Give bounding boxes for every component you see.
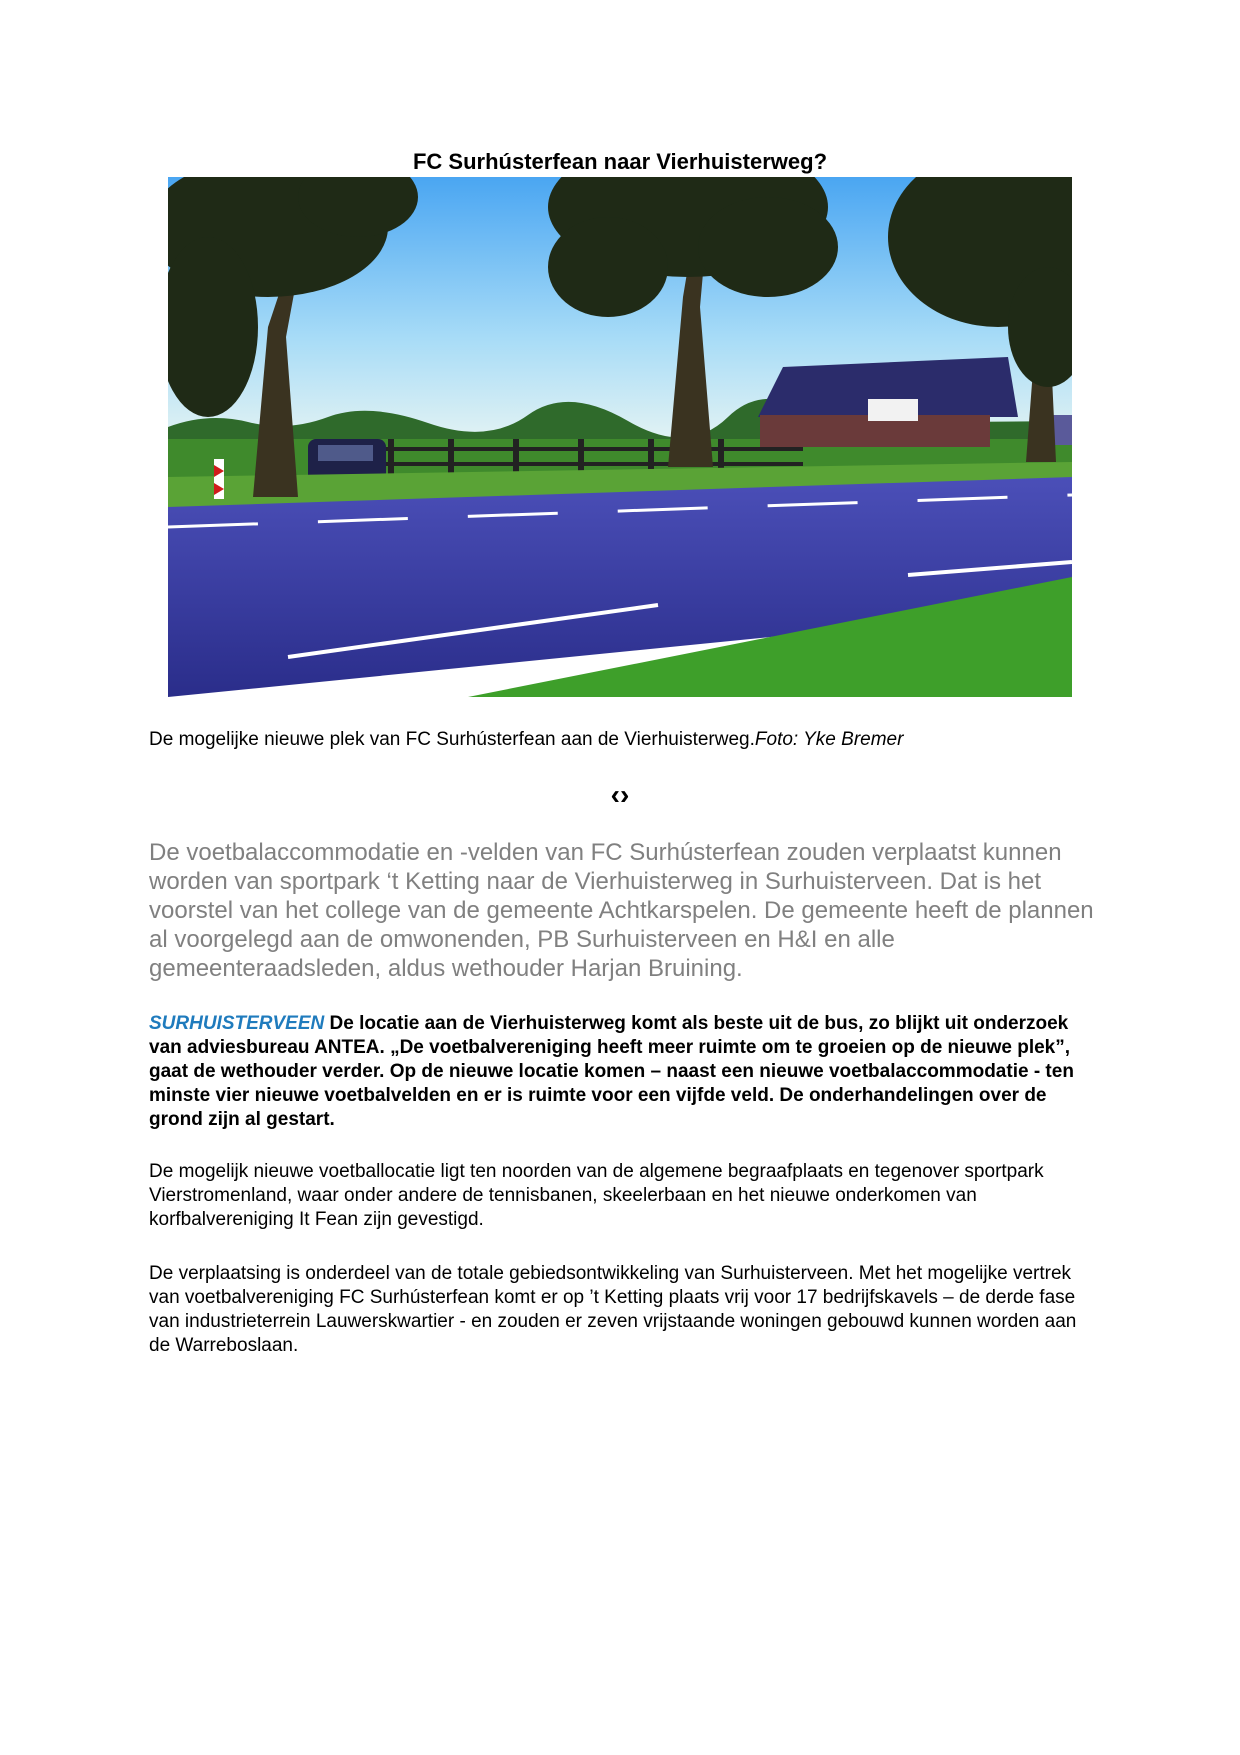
caption-text: De mogelijke nieuwe plek van FC Surhústerfean aan de Vierhuisterweg. [149,729,755,750]
article-photo [168,177,1072,697]
article-lead [149,1012,1099,1132]
article-paragraph: De verplaatsing is onderdeel van de totale gebiedsontwikkeling van Surhuisterveen. Met het mogelijke vertrek van voetbalvereniging FC Surhústerfean komt er op ’t Ketting plaats vrij voor 17 bedrijfskavels – de derde fase van industrieterrein Lauwerskwartier - en zouden er zeven vrijstaande woningen gebouwd kunnen worden aan de Warreboslaan. [149,1263,1077,1356]
next-arrow-icon[interactable]: › [620,779,630,810]
lead-text: De locatie aan de Vierhuisterweg komt als beste uit de bus, zo blijkt uit onderzoek van adviesbureau ANTEA. „De voetbalvereniging heeft meer ruimte om te groeien op de nieuwe plek”, gaat de wethouder verder. Op de nieuwe locatie komen – naast een nieuwe voetbalaccommodatie - ten minste vier nieuwe voetbalvelden en er is ruimte voor een vijfde veld. De onderhandelingen over de grond zijn al gestart. [149,1013,1074,1130]
previous-arrow-icon[interactable]: ‹ [610,779,620,810]
photo-credit: Foto: Yke Bremer [754,729,904,750]
article-paragraph: De mogelijk nieuwe voetballocatie ligt ten noorden van de algemene begraafplaats en tegenover sportpark Vierstromenland, waar onder andere de tennisbanen, skeelerbaan en het nieuwe onderkomen van korfbalvereniging It Fean zijn gevestigd. [149,1161,1044,1230]
photo-caption [149,728,903,752]
photo-navigation [0,780,1240,810]
article-title: FC Surhústerfean naar Vierhuisterweg? [412,149,828,174]
article-intro: De voetbalaccommodatie en -velden van FC Surhústerfean zouden verplaatst kunnen worden van sportpark ‘t Ketting naar de Vierhuisterweg in Surhuisterveen. Dat is het voorstel van het college van de gemeente Achtkarspelen. De gemeente heeft de plannen al voorgelegd aan de omwonenden, PB Surhuisterveen en H&I en alle gemeenteraadsleden, aldus wethouder Harjan Bruining. [149,839,1094,982]
dateline-place: SURHUISTERVEEN [149,1013,325,1034]
